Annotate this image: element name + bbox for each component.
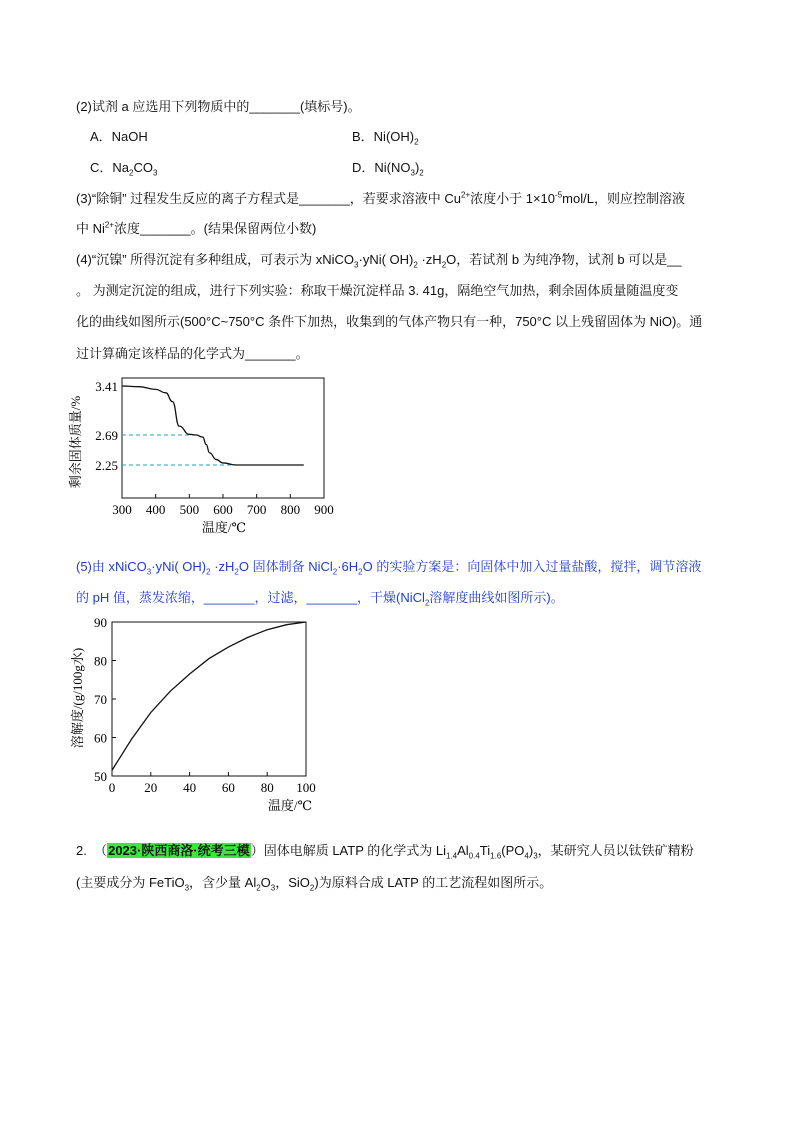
q2-option-a: A．NaOH	[90, 129, 148, 144]
chart2-xlabel: 温度/℃	[267, 798, 313, 813]
q2b-line-2: (主要成分为 FeTiO$_3$，含少量 $Al_2O_3$，SiO$_2$)为原料合成 LATP 的工艺流程如图所示。	[76, 875, 553, 893]
chart2-ytick-label: 50	[94, 769, 107, 784]
chart2-xtick-label: 40	[183, 780, 197, 795]
q4-line-4: 过计算确定该样品的化学式为_______。	[76, 346, 309, 361]
solubility-curve	[112, 622, 306, 770]
q2-option-c: C．$Na_2CO_3$	[90, 160, 158, 178]
q4-line-3: 化的曲线如图所示(500°C~750°C 条件下加热，收集到的气体产物只有一种，750°C 以上残留固体为 NiO)。通	[76, 314, 703, 329]
q5-line-1: (5)由 xNiCO$_3$·yNi( $OH)_2 \cdot zH_2O$ 固体制备 $NiCl_2\cdot 6H_2O$ 的实验方案是：向固体中加入过量盐酸，搅拌，调节溶液	[76, 559, 702, 577]
chart1-ylabel: 剩余固体质量/%	[68, 395, 83, 489]
chart2-xtick-label: 0	[108, 780, 116, 795]
chart1-xtick-label: 300	[112, 502, 132, 517]
chart1-xtick-label: 600	[213, 502, 233, 517]
chart1-frame	[122, 378, 324, 498]
q3-line-2: 中 $Ni^{2+}$浓度_______。(结果保留两位小数)	[76, 220, 317, 236]
chart2-ylabel: 溶解度/(g/100g水)	[70, 647, 85, 749]
source-tag: 2023·陕西商洛·统考三模	[108, 843, 250, 858]
solubility-chart	[68, 610, 328, 815]
q2b-line-1: 2. （2023·陕西商洛·统考三模）固体电解质 LATP 的化学式为 $Li_{1.4}Al_{0.4}Ti_{1.6}(PO_4)_3$，某研究人员以钛铁矿精粉	[76, 843, 694, 861]
chart1-xlabel: 温度/℃	[201, 520, 247, 535]
chart1-ytick-label: 2.69	[95, 428, 118, 443]
chart1-xtick-label: 700	[246, 502, 267, 517]
q3-line-1: (3)“除铜” 过程发生反应的离子方程式是_______，若要求溶液中 $Cu^{2+}$浓度小于 $1\times 10^{-5}mol/L$，则应控制溶液	[76, 190, 685, 206]
chart1-xtick-label: 800	[280, 502, 301, 517]
chart2-ytick-label: 60	[94, 730, 107, 746]
chart2-ytick-label: 80	[94, 653, 107, 669]
chart1-xtick-label: 400	[145, 502, 166, 517]
chart1-xtick-label: 900	[314, 502, 334, 517]
q2-text: (2)试剂 a 应选用下列物质中的_______(填标号)。	[76, 99, 361, 114]
q4-line-1: (4)“沉镍” 所得沉淀有多种组成，可表示为 xNiCO$_3$·yNi( $OH)_2 \cdot zH_2O$，若试剂 b 为纯净物，试剂 b 可以是__	[76, 252, 682, 270]
chart2-frame	[112, 622, 306, 776]
chart2-ytick-label: 70	[94, 692, 107, 707]
q2-option-d: D．$Ni(NO_3)_2$	[352, 160, 424, 178]
chart2-ytick-label: 90	[94, 615, 107, 630]
chart2-xtick-label: 80	[260, 780, 274, 795]
chart2-xtick-label: 60	[221, 780, 235, 795]
q2-option-b: B．$Ni(OH)_2$	[352, 129, 419, 147]
tga-curve	[122, 386, 304, 465]
chart2-xtick-label: 20	[144, 780, 158, 795]
chart2-xtick-label: 100	[296, 780, 316, 795]
chart1-ytick-label: 3.41	[95, 379, 118, 394]
chart1-ytick-label: 2.25	[95, 458, 118, 473]
q5-line-2: 的 pH 值，蒸发浓缩，_______，过滤，_______，干燥(NiCl$_2$溶解度曲线如图所示)。	[76, 590, 564, 608]
thermogravimetric-chart	[66, 372, 336, 542]
q4-line-2: 。 为测定沉淀的组成，进行下列实验：称取干燥沉淀样品 3. 41g，隔绝空气加热，剩余固体质量随温度变	[76, 283, 679, 298]
chart1-xtick-label: 500	[179, 502, 200, 517]
